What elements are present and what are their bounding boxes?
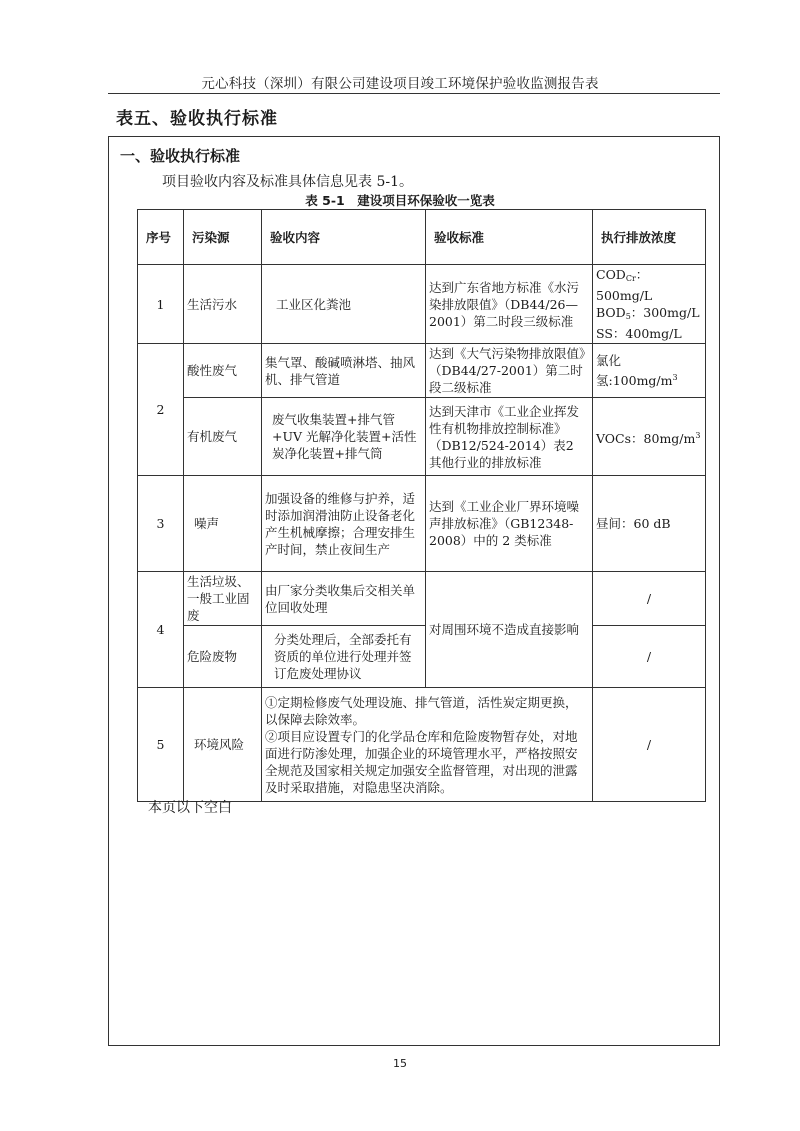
cod-subscript: Cr	[625, 274, 636, 283]
risk-measure-2: ②项目应设置专门的化学品仓库和危险废物暂存处，对地面进行防渗处理，加强企业的环境管理水平，严格按照安全规范及国家相关规定加强安全监督管理，对出现的泄露及时采取措施，对隐患坚决消除。	[265, 728, 578, 795]
row-number: 2	[138, 344, 184, 476]
table-header-row	[138, 210, 706, 265]
acceptance-standard: 达到《工业企业厂界环境噪声排放标准》（GB12348-2008）中的 2 类标准	[426, 476, 593, 572]
intro-paragraph: 项目验收内容及标准具体信息见表 5-1。	[162, 174, 413, 190]
table-row	[138, 688, 706, 802]
acceptance-content: 分类处理后，全部委托有资质的单位进行处理并签订危废处理协议	[262, 626, 426, 688]
risk-measure-1: ①定期检修废气处理设施、排气管道，活性炭定期更换，以保障去除效率。	[265, 694, 578, 727]
pollution-source: 生活垃圾、一般工业固废	[184, 572, 262, 626]
emission-concentration: /	[593, 688, 706, 802]
table-row	[138, 626, 706, 688]
header-cell: 验收标准	[426, 210, 593, 265]
acceptance-content: 工业区化粪池	[262, 265, 426, 344]
header-cell: 执行排放浓度	[593, 210, 706, 265]
header-cell: 序号	[138, 210, 184, 265]
acceptance-standards-table	[137, 209, 706, 802]
row-number: 5	[138, 688, 184, 802]
pollution-source: 环境风险	[184, 688, 262, 802]
header-divider	[108, 93, 720, 94]
pollution-source: 危险废物	[184, 626, 262, 688]
sub-heading: 一、验收执行标准	[120, 147, 241, 165]
row-number: 1	[138, 265, 184, 344]
header-cell: 验收内容	[262, 210, 426, 265]
emission-concentration: /	[593, 572, 706, 626]
unit-superscript: 3	[672, 373, 678, 382]
acceptance-content: 废气收集装置+排气管+UV 光解净化装置+活性炭净化装置+排气筒	[262, 398, 426, 476]
header-cell: 污染源	[184, 210, 262, 265]
acceptance-standard: 对周围环境不造成直接影响	[426, 572, 593, 688]
table-row	[138, 344, 706, 398]
page-number: 15	[393, 1057, 407, 1070]
acceptance-standard: 达到天津市《工业企业挥发性有机物排放控制标准》（DB12/524-2014）表2 其他行业的排放标准	[426, 398, 593, 476]
table-caption: 表 5-1 建设项目环保验收一览表	[305, 193, 495, 208]
vocs-value: VOCs：80mg/m	[596, 430, 696, 446]
blank-page-note: 本页以下空白	[148, 800, 232, 816]
acceptance-content	[262, 688, 593, 802]
acceptance-content: 加强设备的维修与护养，适时添加润滑油防止设备老化产生机械摩擦；合理安排生产时间，禁止夜间生产	[262, 476, 426, 572]
report-header-title: 元心科技（深圳）有限公司建设项目竣工环境保护验收监测报告表	[201, 76, 599, 92]
acceptance-standard: 达到《大气污染物排放限值》（DB44/27-2001）第二时段二级标准	[426, 344, 593, 398]
bod-subscript: 5	[625, 312, 631, 321]
emission-concentration	[593, 265, 706, 344]
emission-concentration: 昼间：60 dB	[593, 476, 706, 572]
pollution-source: 酸性废气	[184, 344, 262, 398]
section-title: 表五、验收执行标准	[116, 109, 278, 129]
row-number: 4	[138, 572, 184, 688]
acceptance-content: 由厂家分类收集后交相关单位回收处理	[262, 572, 426, 626]
pollution-source: 有机废气	[184, 398, 262, 476]
bod-value: ：300mg/L	[630, 305, 700, 320]
pollution-source: 生活污水	[184, 265, 262, 344]
acceptance-content: 集气罩、酸碱喷淋塔、抽风机、排气管道	[262, 344, 426, 398]
cod-label: COD	[596, 267, 626, 282]
ss-value: SS：400mg/L	[596, 326, 682, 341]
emission-concentration	[593, 398, 706, 476]
cod-value: ：500mg/L	[596, 267, 653, 303]
hcl-value: 氯化氢:100mg/m	[596, 353, 673, 388]
unit-superscript: 3	[695, 430, 701, 440]
emission-concentration: /	[593, 626, 706, 688]
emission-concentration	[593, 344, 706, 398]
acceptance-standard: 达到广东省地方标准《水污染排放限值》（DB44/26—2001）第二时段三级标准	[426, 265, 593, 344]
table-row	[138, 398, 706, 476]
row-number: 3	[138, 476, 184, 572]
pollution-source: 噪声	[184, 476, 262, 572]
table-row	[138, 572, 706, 626]
table-row	[138, 476, 706, 572]
table-row	[138, 265, 706, 344]
bod-label: BOD	[596, 305, 626, 320]
